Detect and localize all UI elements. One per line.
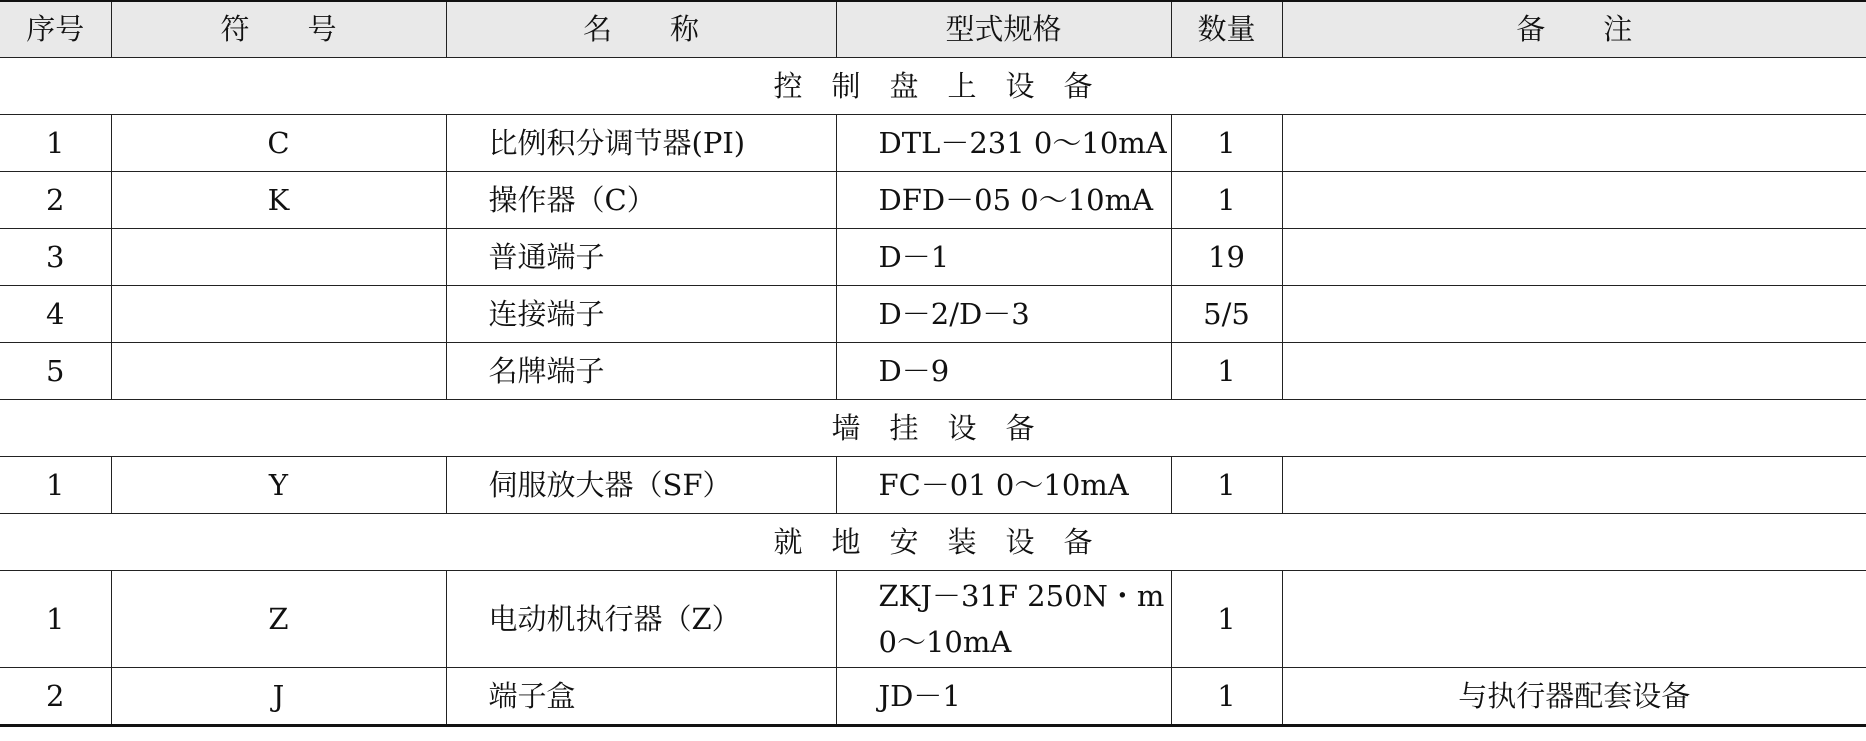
header-qty: 数量 — [1171, 1, 1282, 58]
cell-symbol — [111, 343, 446, 400]
table-row — [0, 115, 1866, 172]
cell-qty: 19 — [1171, 229, 1282, 286]
cell-spec-line1: ZKJ－31F 250N・m — [878, 579, 1165, 613]
table-header-row — [0, 1, 1866, 58]
table-row — [0, 286, 1866, 343]
table-row — [0, 571, 1866, 668]
cell-name: 操作器（C） — [446, 172, 836, 229]
cell-remark — [1282, 343, 1866, 400]
cell-no: 1 — [0, 571, 111, 668]
table-row — [0, 172, 1866, 229]
header-name: 名 称 — [446, 1, 836, 58]
cell-no: 1 — [0, 115, 111, 172]
cell-remark — [1282, 172, 1866, 229]
cell-symbol: Z — [111, 571, 446, 668]
cell-no: 3 — [0, 229, 111, 286]
cell-symbol: C — [111, 115, 446, 172]
cell-symbol: J — [111, 668, 446, 726]
cell-remark — [1282, 457, 1866, 514]
cell-qty: 1 — [1171, 457, 1282, 514]
cell-spec: D－1 — [836, 229, 1171, 286]
header-symbol: 符 号 — [111, 1, 446, 58]
cell-spec: FC－01 0～10mA — [836, 457, 1171, 514]
cell-no: 2 — [0, 668, 111, 726]
cell-spec: DFD－05 0～10mA — [836, 172, 1171, 229]
cell-spec: D－2/D－3 — [836, 286, 1171, 343]
cell-qty: 1 — [1171, 115, 1282, 172]
cell-spec-multiline — [836, 571, 1171, 668]
cell-name: 端子盒 — [446, 668, 836, 726]
table-row — [0, 457, 1866, 514]
cell-remark — [1282, 115, 1866, 172]
cell-qty: 5/5 — [1171, 286, 1282, 343]
cell-name: 电动机执行器（Z） — [446, 571, 836, 668]
cell-spec: DTL－231 0～10mA — [836, 115, 1171, 172]
cell-symbol: K — [111, 172, 446, 229]
table-row — [0, 343, 1866, 400]
cell-remark — [1282, 571, 1866, 668]
section-row-wall — [0, 400, 1866, 457]
cell-name: 名牌端子 — [446, 343, 836, 400]
header-no: 序号 — [0, 1, 111, 58]
cell-symbol — [111, 286, 446, 343]
cell-name: 普通端子 — [446, 229, 836, 286]
cell-qty: 1 — [1171, 172, 1282, 229]
cell-spec: D－9 — [836, 343, 1171, 400]
table-row — [0, 229, 1866, 286]
cell-no: 2 — [0, 172, 111, 229]
cell-qty: 1 — [1171, 343, 1282, 400]
section-row-field — [0, 514, 1866, 571]
cell-name: 比例积分调节器(PI) — [446, 115, 836, 172]
cell-remark — [1282, 229, 1866, 286]
cell-symbol: Y — [111, 457, 446, 514]
table-row — [0, 668, 1866, 726]
cell-remark — [1282, 286, 1866, 343]
cell-no: 4 — [0, 286, 111, 343]
cell-remark: 与执行器配套设备 — [1282, 668, 1866, 726]
cell-spec: JD－1 — [836, 668, 1171, 726]
header-spec: 型式规格 — [836, 1, 1171, 58]
section-title: 就 地 安 装 设 备 — [0, 514, 1866, 571]
section-title: 控 制 盘 上 设 备 — [0, 58, 1866, 115]
cell-qty: 1 — [1171, 571, 1282, 668]
cell-qty: 1 — [1171, 668, 1282, 726]
section-row-panel — [0, 58, 1866, 115]
section-title: 墙 挂 设 备 — [0, 400, 1866, 457]
cell-symbol — [111, 229, 446, 286]
cell-no: 5 — [0, 343, 111, 400]
cell-name: 连接端子 — [446, 286, 836, 343]
header-remark: 备 注 — [1282, 1, 1866, 58]
cell-no: 1 — [0, 457, 111, 514]
cell-spec-line2: 0～10mA — [878, 625, 1012, 659]
cell-name: 伺服放大器（SF） — [446, 457, 836, 514]
